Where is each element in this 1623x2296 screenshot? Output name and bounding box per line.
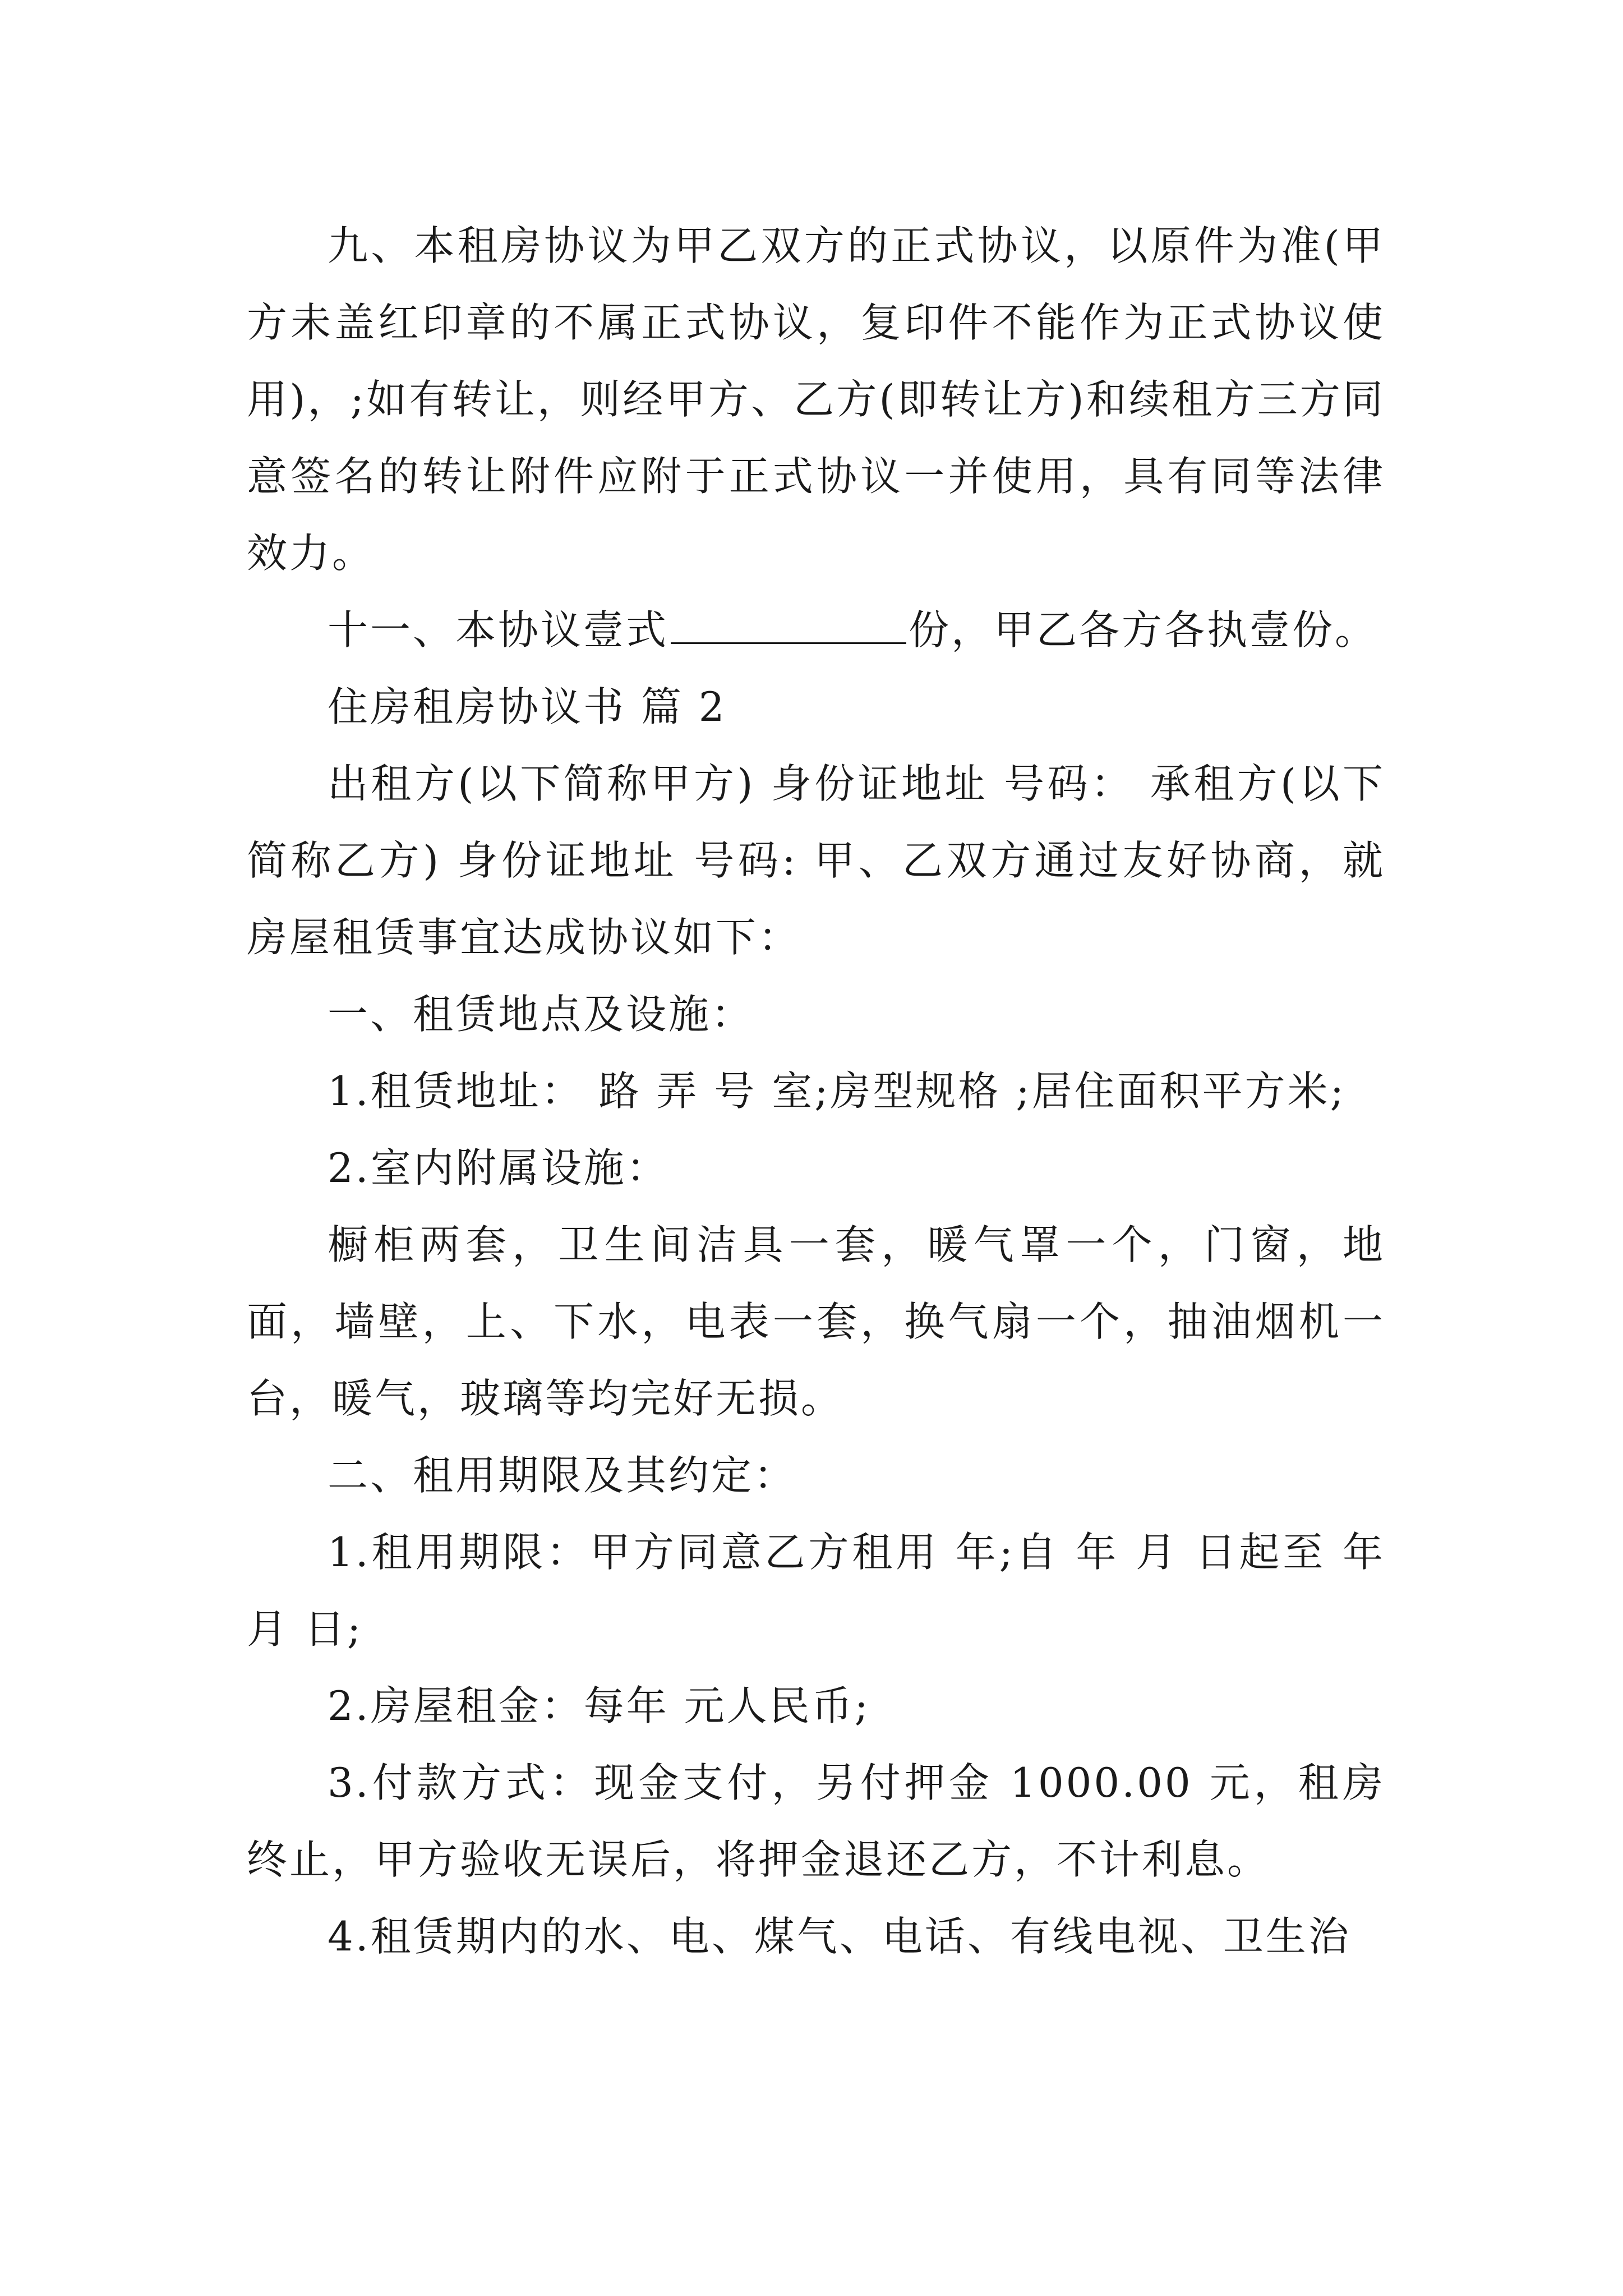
paragraph-lease-period: 1.租用期限：甲方同意乙方租用 年;自 年 月 日起至 年 月 日; [247,1529,1385,1653]
paragraph-payment: 3.付款方式：现金支付，另付押金 1000.00 元，租房终止，甲方验收无误后，将押金退还乙方，不计利息。 [247,1759,1385,1883]
clause-eleven-before: 十一、本协议壹式 [328,606,669,654]
document-body [247,208,1385,1975]
heading-lease-location: 一、租赁地点及设施： [328,991,754,1038]
section-heading-part-two: 住房租房协议书 篇 2 [328,683,727,730]
copies-blank-line [671,609,906,644]
clause-eleven-after: 份，甲乙各方各执壹份。 [909,606,1378,654]
paragraph-facilities-list: 橱柜两套，卫生间洁具一套，暖气罩一个，门窗，地面，墙壁，上、下水，电表一套，换气扇一个，抽油烟机一台，暖气，玻璃等均完好无损。 [247,1221,1385,1422]
paragraph-clause-eleven [247,592,1385,669]
paragraph-rent: 2.房屋租金：每年 元人民币; [328,1682,870,1729]
paragraph-clause-nine: 九、本租房协议为甲乙双方的正式协议，以原件为准(甲方未盖红印章的不属正式协议，复印件不能作为正式协议使用)，;如有转让，则经甲方、乙方(即转让方)和续租方三方同意签名的转让附件应附于正式协议一并使用，具有同等法律效力。 [247,222,1385,577]
paragraph-parties: 出租方(以下简称甲方) 身份证地址 号码： 承租方(以下简称乙方) 身份证地址 号码: 甲、乙双方通过友好协商，就房屋租赁事宜达成协议如下： [247,760,1385,961]
heading-facilities: 2.室内附属设施： [328,1144,669,1191]
paragraph-lease-address: 1.租赁地址： 路 弄 号 室;房型规格 ;居住面积平方米; [328,1068,1346,1115]
heading-lease-term: 二、租用期限及其约定： [328,1452,797,1499]
paragraph-utilities: 4.租赁期内的水、电、煤气、电话、有线电视、卫生治 [328,1913,1351,1960]
